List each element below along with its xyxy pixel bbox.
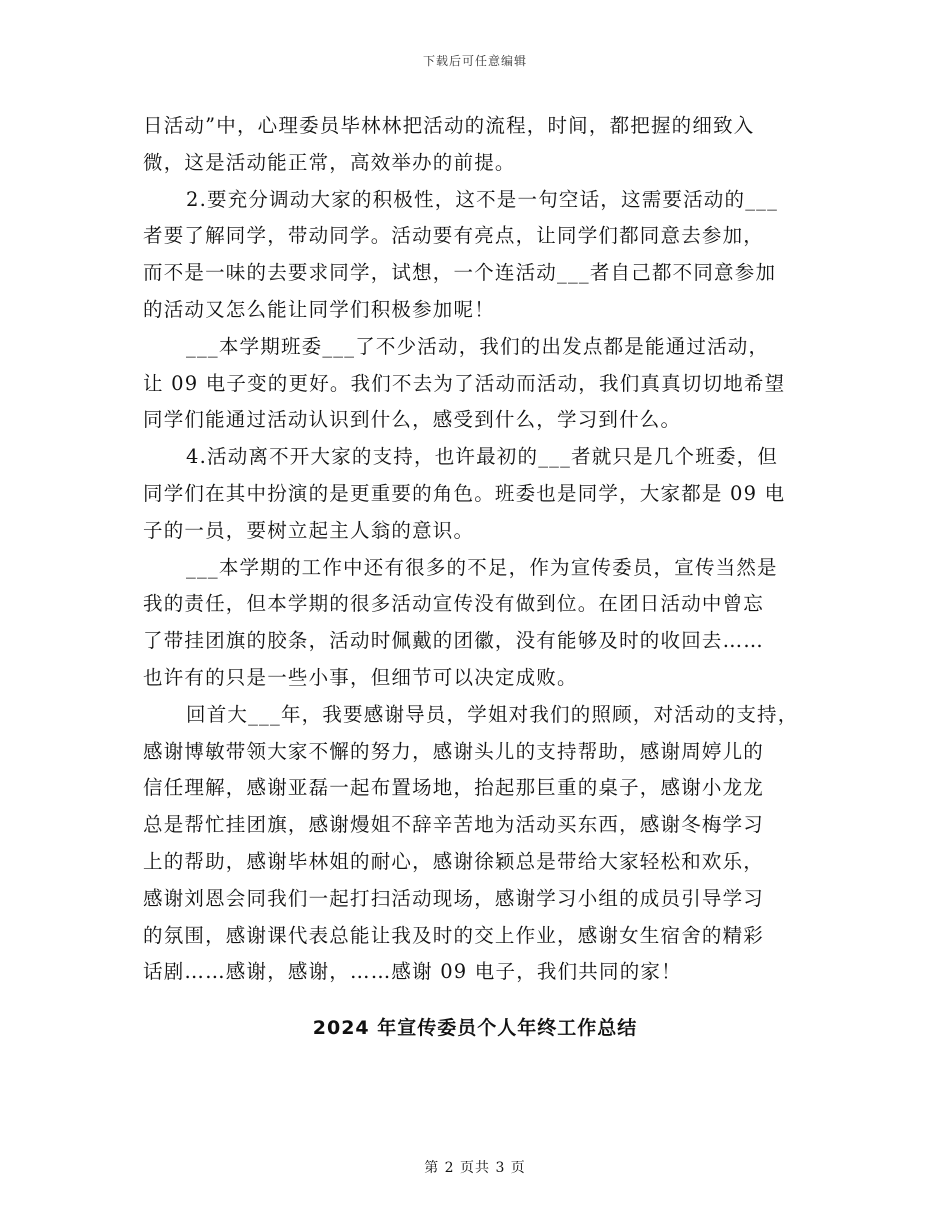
body-line: 信任理解，感谢亚磊一起布置场地，抬起那巨重的桌子，感谢小龙龙 bbox=[143, 776, 765, 800]
body-line: ___本学期班委___了不少活动，我们的出发点都是能通过活动， bbox=[186, 334, 770, 358]
body-line: 同学们在其中扮演的是更重要的角色。班委也是同学，大家都是 09 电 bbox=[143, 481, 786, 505]
body-line: 同学们能通过活动认识到什么，感受到什么，学习到什么。 bbox=[143, 408, 682, 432]
body-line: 者要了解同学，带动同学。活动要有亮点，让同学们都同意去参加， bbox=[143, 224, 765, 248]
body-line: 话剧……感谢，感谢，……感谢 09 电子，我们共同的家！ bbox=[143, 960, 682, 984]
header-note: 下载后可任意编辑 bbox=[422, 54, 527, 68]
body-line: ___本学期的工作中还有很多的不足，作为宣传委员，宣传当然是 bbox=[186, 555, 778, 579]
body-line: 的氛围，感谢课代表总能让我及时的交上作业，感谢女生宿舍的精彩 bbox=[143, 923, 765, 947]
body-line: 总是帮忙挂团旗，感谢熳姐不辞辛苦地为活动买东西，感谢冬梅学习 bbox=[143, 813, 765, 837]
body-line: 子的一员，要树立起主人翁的意识。 bbox=[143, 518, 475, 542]
body-line: 日活动”中，心理委员毕林林把活动的流程，时间，都把握的细致入 bbox=[143, 114, 755, 137]
body-line: 的活动又怎么能让同学们积极参加呢！ bbox=[143, 297, 495, 321]
body-line: 让 09 电子变的更好。我们不去为了活动而活动，我们真真切切地希望 bbox=[143, 371, 786, 395]
body-line: 2.要充分调动大家的积极性，这不是一句空话，这需要活动的___ bbox=[186, 187, 779, 211]
body-line: 感谢刘恩会同我们一起打扫活动现场，感谢学习小组的成员引导学习 bbox=[143, 886, 765, 910]
body-line: 我的责任，但本学期的很多活动宣传没有做到位。在团日活动中曾忘 bbox=[143, 592, 765, 616]
body-line: 感谢博敏带领大家不懈的努力，感谢头儿的支持帮助，感谢周婷儿的 bbox=[143, 739, 765, 763]
document-body bbox=[143, 108, 823, 991]
body-line: 了带挂团旗的胶条，活动时佩戴的团徽，没有能够及时的收回去…… bbox=[143, 629, 765, 653]
body-line: 而不是一味的去要求同学，试想，一个连活动___者自己都不同意参加 bbox=[143, 261, 777, 285]
body-line: 4.活动离不开大家的支持，也许最初的___者就只是几个班委，但 bbox=[186, 445, 779, 469]
body-line: 微，这是活动能正常，高效举办的前提。 bbox=[143, 150, 516, 174]
body-line: 也许有的只是一些小事，但细节可以决定成败。 bbox=[143, 665, 578, 689]
section-title: 2024 年宣传委员个人年终工作总结 bbox=[312, 1017, 638, 1039]
body-line: 回首大___年，我要感谢导员，学姐对我们的照顾，对活动的支持， bbox=[186, 702, 799, 726]
body-line: 上的帮助，感谢毕林姐的耐心，感谢徐颖总是带给大家轻松和欢乐， bbox=[143, 849, 765, 873]
page-indicator: 第 2 页共 3 页 bbox=[424, 1160, 526, 1176]
